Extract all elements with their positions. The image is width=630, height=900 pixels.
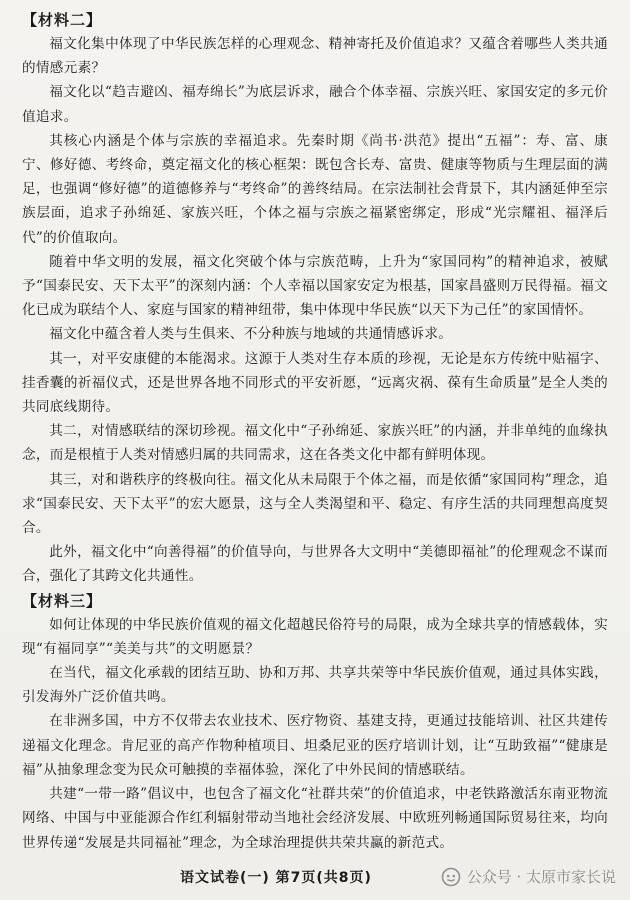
material-2-heading: 【材料二】 — [22, 11, 103, 29]
material-2-paragraph: 福文化集中体现了中华民族怎样的心理观念、精神寄托及价值追求？又蕴含着哪些人类共通的情感元素？ — [22, 36, 608, 77]
material-3-paragraph: 在非洲多国，中方不仅带去农业技术、医疗物资、基建支持，更通过技能培训、社区共建传递福文化理念。肯尼亚的高产作物种植项目、坦桑尼亚的医疗培训计划，让“互助致福”“健康是福”从抽象理念变为民众可触摸的幸福体验，深化了中外民间的情感联结。 — [22, 713, 608, 778]
material-3-paragraph: 如何让体现的中华民族价值观的福文化超越民俗符号的局限，成为全球共享的情感载体，实现“有福同享”“美美与共”的文明愿景？ — [22, 616, 608, 657]
material-2-paragraph: 其核心内涵是个体与宗族的幸福追求。先秦时期《尚书·洪范》提出“五福”：寿、富、康宁、修好德、考终命，奠定福文化的核心框架：既包含长寿、富贵、健康等物质与生理层面的满足，也强调“修好德”的道德修养与“考终命”的善终结局。在宗法制社会背景下，其内涵延伸至宗族层面，追求子孙绵延、家族兴旺，个体之福与宗族之福紧密绑定，形成“光宗耀祖、福泽后代”的价值取向。 — [22, 132, 608, 246]
page-footer — [0, 864, 630, 892]
material-2-paragraph: 随着中华文明的发展，福文化突破个体与宗族范畴，上升为“家国同构”的精神追求，被赋予“国泰民安、天下太平”的深刻内涵：个人幸福以国家安定为根基，国家昌盛则万民得福。福文化已成为联结个人、家庭与国家的精神纽带，集中体现中华民族“以天下为己任”的家国情怀。 — [22, 253, 608, 319]
wechat-watermark — [441, 866, 616, 887]
material-3-heading: 【材料三】 — [22, 591, 103, 610]
wechat-official-account-icon — [441, 867, 461, 887]
material-2-paragraph: 福文化中蕴含着人类与生俱来、不分种族与地域的共通情感诉求。 — [49, 326, 453, 343]
material-3-paragraph: 在当代，福文化承载的团结互助、协和万邦、共享共荣等中华民族价值观，通过具体实践，引发海外广泛价值共鸣。 — [22, 665, 608, 706]
material-2-paragraph: 福文化以“趋吉避凶、福寿绵长”为底层诉求，融合个体幸福、宗族兴旺、家国安定的多元价值追求。 — [22, 84, 608, 125]
material-3-paragraph: 共建“一带一路”倡议中，也包含了福文化“社群共荣”的价值追求，中老铁路激活东南亚物流网络、中国与中亚能源合作红利辐射带动当地社会经济发展、中欧班列畅通国际贸易往来，均向世界传递“发展是共同福祉”理念，为全球治理提供共荣共赢的新范式。 — [22, 786, 608, 851]
material-2-paragraph: 其一，对平安康健的本能渴求。这源于人类对生存本质的珍视，无论是东方传统中贴福字、挂香囊的祈福仪式，还是世界各地不同形式的平安祈愿，“远离灾祸、葆有生命质量”是全人类的共同底线期待。 — [22, 350, 608, 416]
page-number-label: 语文试卷(一) 第7页(共8页) — [180, 870, 372, 886]
material-2-paragraph: 此外，福文化中“向善得福”的价值导向，与世界各大文明中“美德即福祉”的伦理观念不谋而合，强化了其跨文化共通性。 — [22, 544, 608, 585]
watermark-text: 公众号 · 太原市家长说 — [466, 868, 616, 886]
material-2-paragraph: 其二，对情感联结的深切珍视。福文化中“子孙绵延、家族兴旺”的内涵，并非单纯的血缘执念，而是根植于人类对情感归属的共同需求，这在各类文化中都有鲜明体现。 — [22, 423, 608, 464]
material-2-paragraph: 其三，对和谐秩序的终极向往。福文化从未局限于个体之福，而是依循“家国同构”理念，追求“国泰民安、天下太平”的宏大愿景，这与全人类渴望和平、稳定、有序生活的共同理想高度契合。 — [22, 471, 608, 537]
